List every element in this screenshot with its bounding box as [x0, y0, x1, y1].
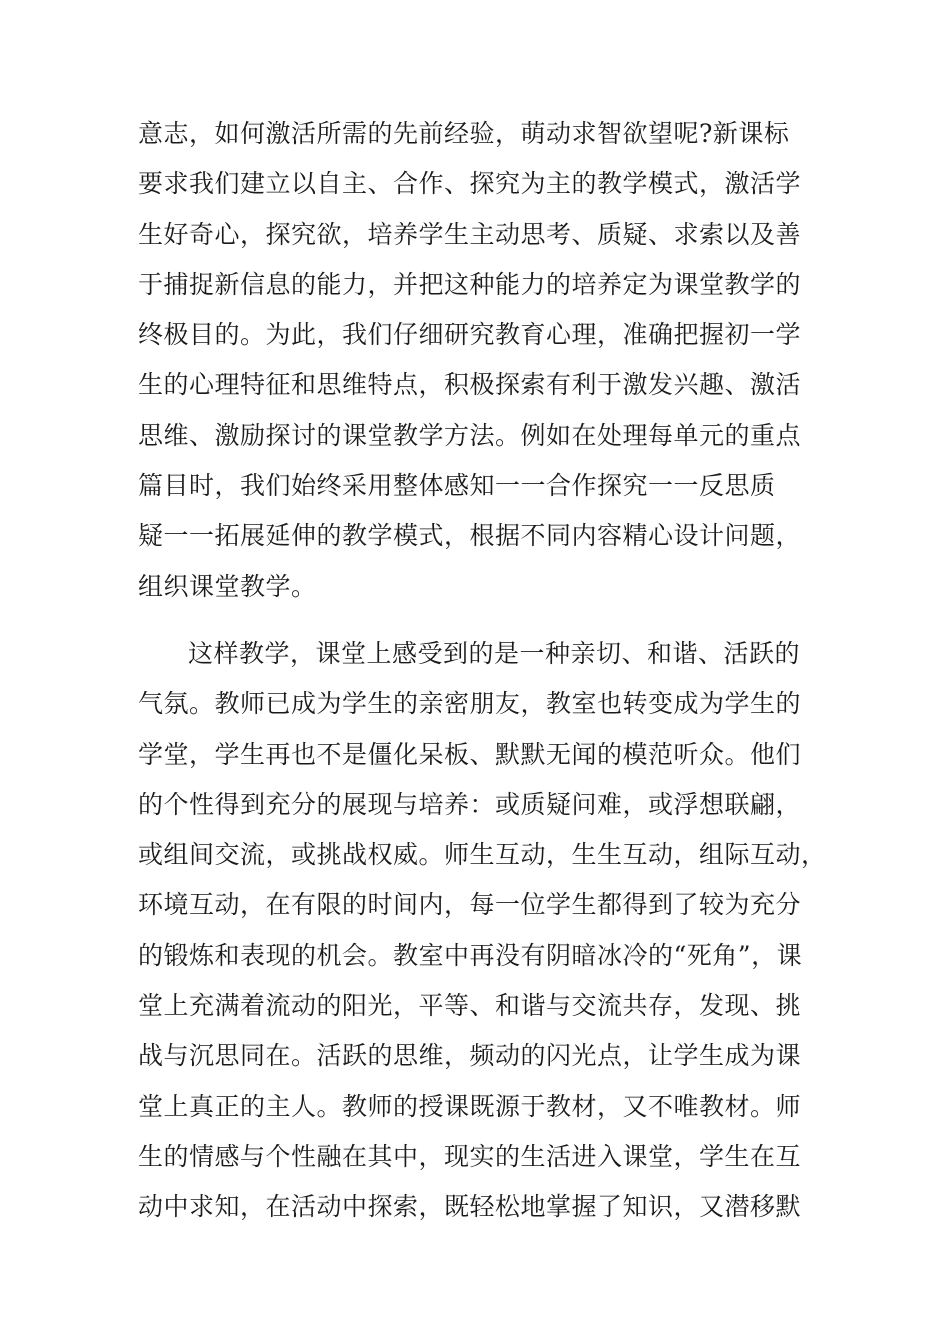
text-line: 思维、激励探讨的课堂教学方法。例如在处理每单元的重点 [138, 420, 802, 450]
text-line: 组织课堂教学。 [138, 571, 317, 601]
paragraph [138, 629, 838, 1233]
paragraph [138, 109, 838, 612]
text-line: 的锻炼和表现的机会。教室中再没有阴暗冰冷的“死角”，课 [138, 940, 803, 970]
text-line: 意志，如何激活所需的先前经验，萌动求智欲望呢?新课标 [138, 119, 790, 148]
text-line: 堂上充满着流动的阳光，平等、和谐与交流共存，发现、挑 [138, 991, 802, 1021]
text-line: 气氛。教师已成为学生的亲密朋友，教室也转变成为学生的 [138, 689, 802, 719]
text-line: 的个性得到充分的展现与培养：或质疑问难，或浮想联翩， [138, 789, 802, 819]
text-line: 篇目时，我们始终采用整体感知一一合作探究一一反思质 [138, 471, 776, 501]
text-line: 生的心理特征和思维特点，积极探索有利于激发兴趣、激活 [138, 370, 802, 400]
text-line: 动中求知，在活动中探索，既轻松地掌握了知识，又潜移默 [138, 1192, 802, 1222]
text-line: 学堂，学生再也不是僵化呆板、默默无闻的模范听众。他们 [138, 739, 802, 769]
text-line: 堂上真正的主人。教师的授课既源于教材，又不唯教材。师 [138, 1091, 802, 1121]
text-line: 或组间交流，或挑战权威。师生互动，生生互动，组际互动， [138, 840, 827, 870]
text-line: 环境互动，在有限的时间内，每一位学生都得到了较为充分 [138, 890, 802, 920]
text-line: 于捕捉新信息的能力，并把这种能力的培养定为课堂教学的 [138, 269, 802, 299]
text-line: 疑一一拓展延伸的教学模式，根据不同内容精心设计问题， [138, 521, 802, 551]
text-line: 生的情感与个性融在其中，现实的生活进入课堂，学生在互 [138, 1141, 802, 1171]
text-line: 要求我们建立以自主、合作、探究为主的教学模式，激活学 [138, 169, 802, 199]
text-line: 战与沉思同在。活跃的思维，频动的闪光点，让学生成为课 [138, 1041, 802, 1071]
text-line: 这样教学，课堂上感受到的是一种亲切、和谐、活跃的 [188, 639, 801, 668]
text-line: 终极目的。为此，我们仔细研究教育心理，准确把握初一学 [138, 320, 802, 350]
text-line: 生好奇心，探究欲，培养学生主动思考、质疑、求索以及善 [138, 219, 802, 249]
